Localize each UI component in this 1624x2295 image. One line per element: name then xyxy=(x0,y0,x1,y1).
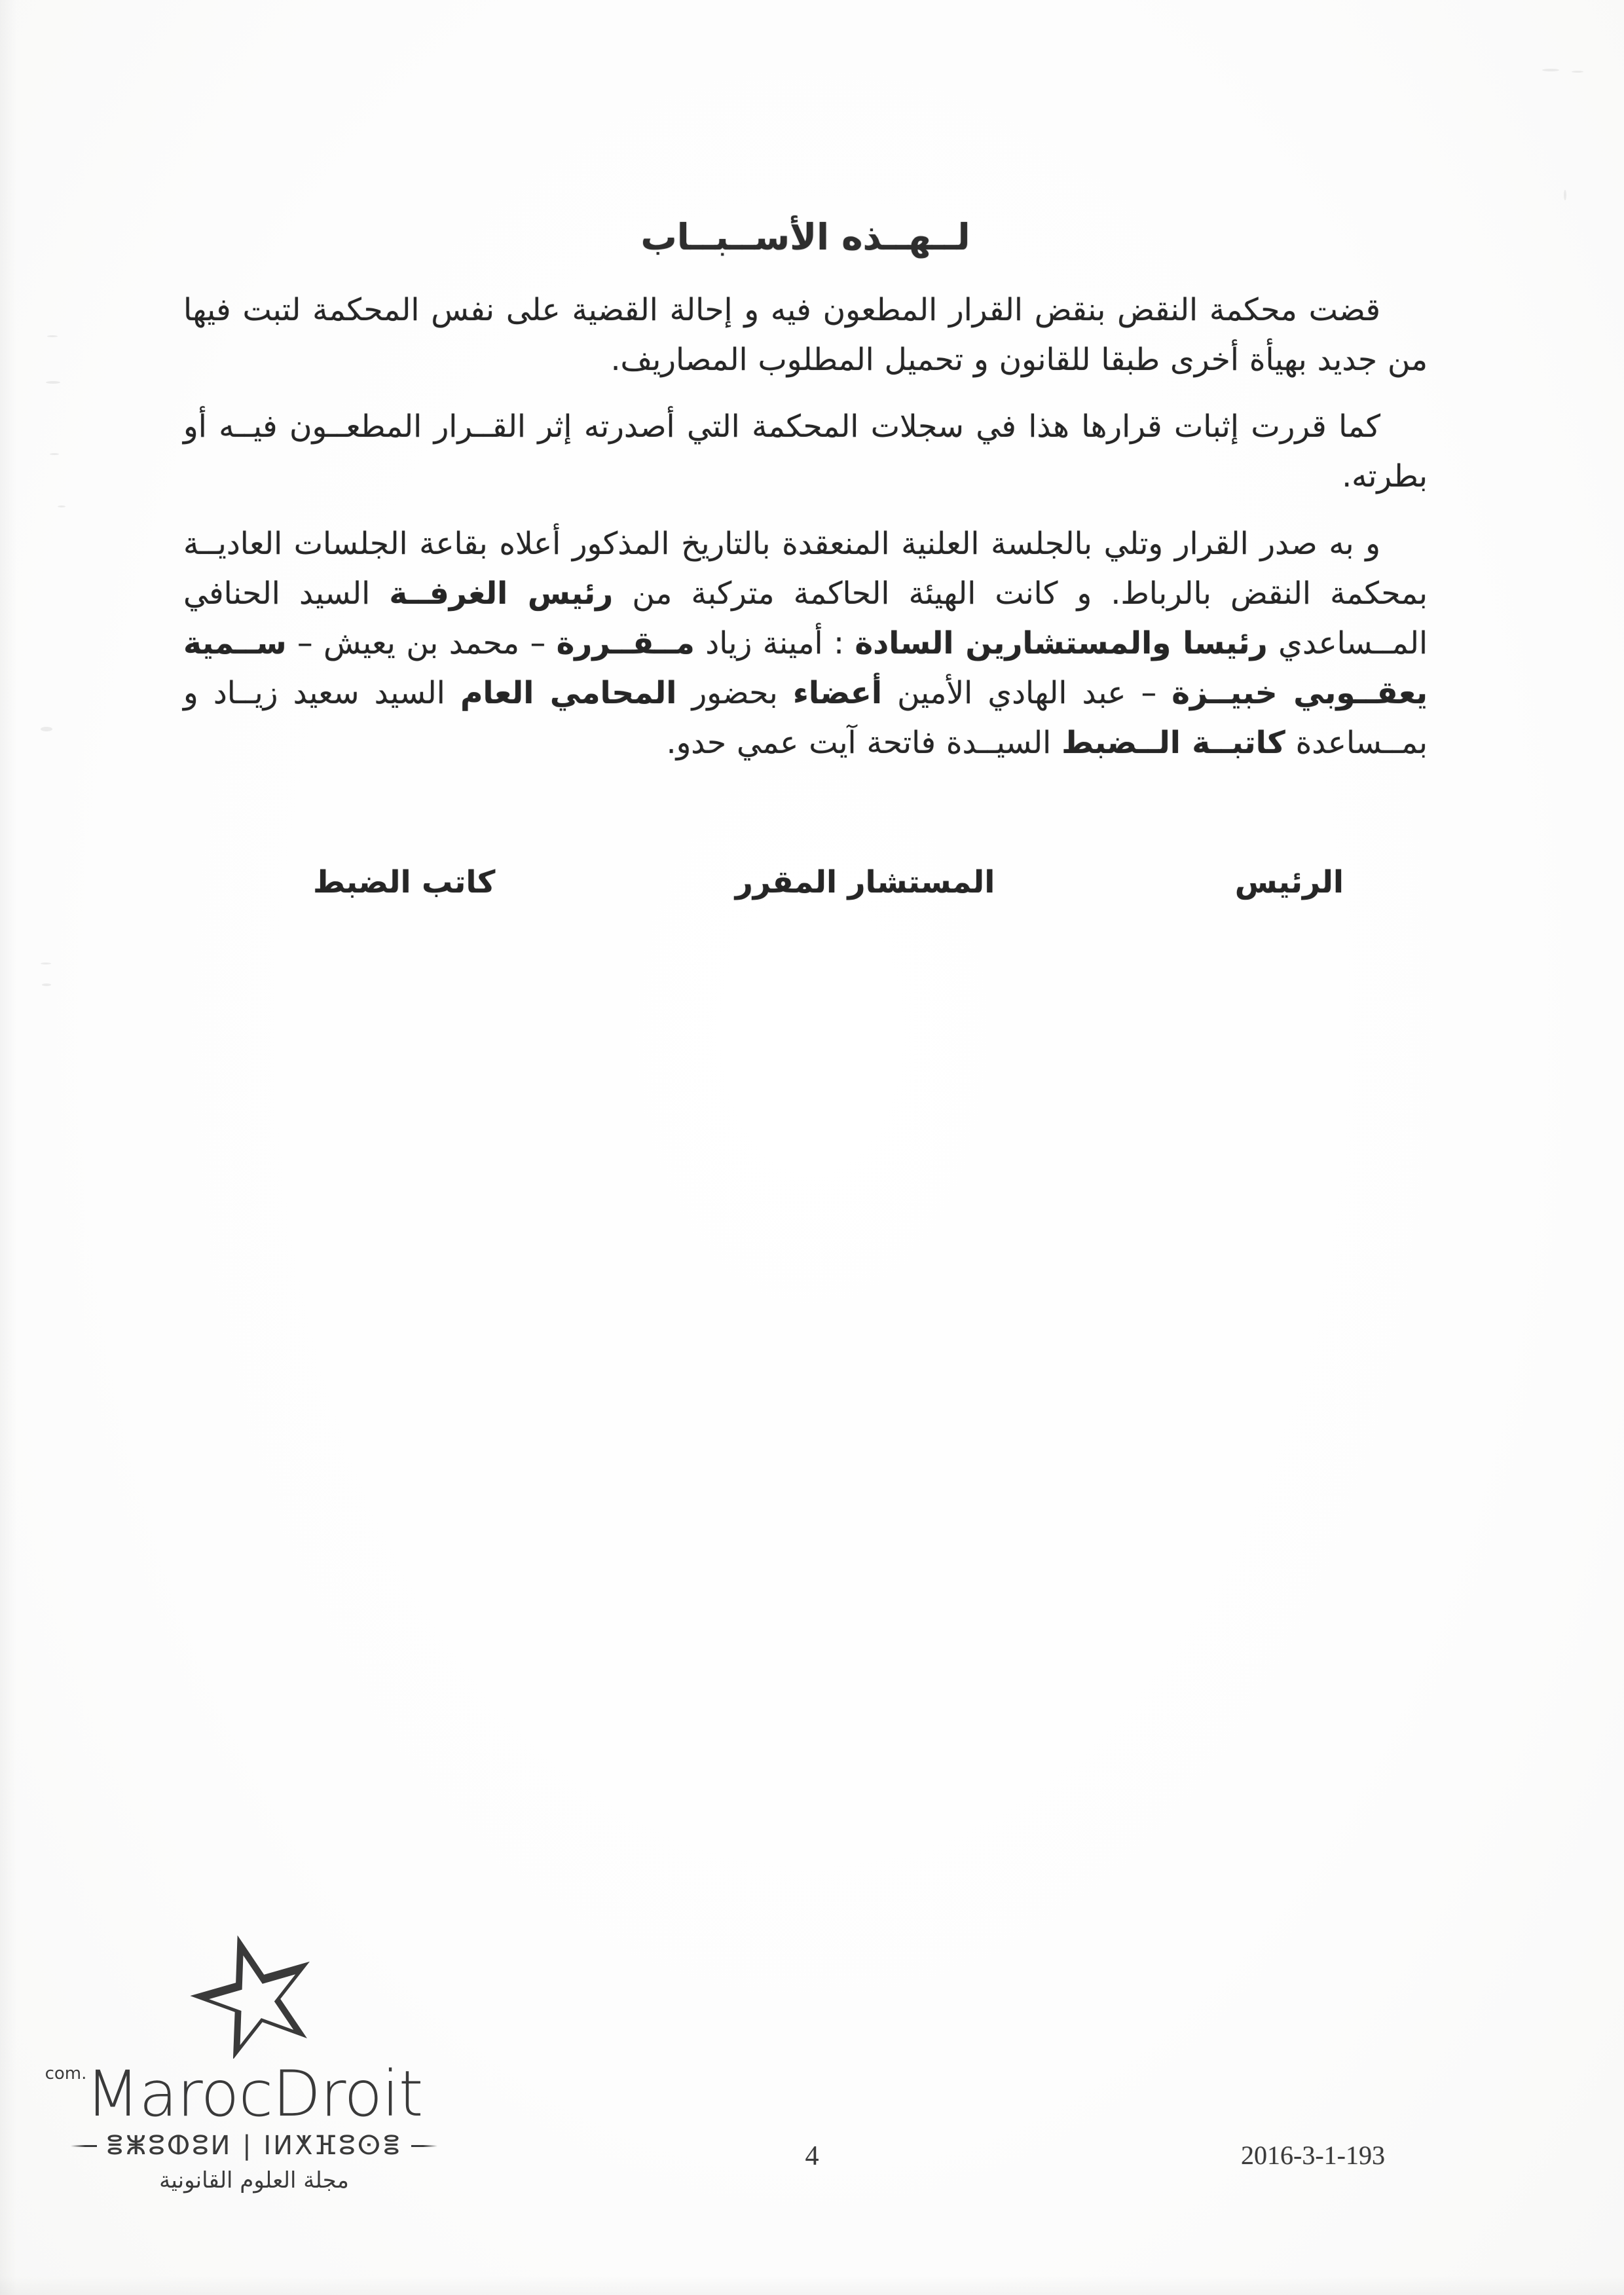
logo-tifinagh-text: ⴻⵥⵓⵀⵓⵍ | ⵏⵍⵅⴼⵓⵙⴻ xyxy=(105,2131,403,2161)
scan-speck xyxy=(58,505,65,507)
paragraph-registration xyxy=(183,402,1428,502)
paragraph-run: قضت محكمة النقض بنقض القرار المطعون فيه و إحالة القضية على نفس المحكمة لتبت فيها من جديد بهيأة أخرى طبقا للقانون و تحميل المطلوب المصاريف. xyxy=(183,292,1428,378)
moroccan-pentagram-star-icon xyxy=(189,1928,320,2059)
paragraph-bench-composition xyxy=(183,519,1428,769)
paragraph-run-bold: كاتبــة الــضبط xyxy=(1061,725,1285,761)
scan-speck xyxy=(42,983,51,986)
paragraph-run-bold: ســمية يعقــوبي خبيــزة xyxy=(183,625,1428,711)
page-number: 4 xyxy=(805,2141,819,2171)
scan-speck xyxy=(47,335,58,337)
logo-wordmark xyxy=(45,2057,423,2131)
paragraph-run: بحضور xyxy=(676,674,793,711)
paragraph-run-bold: أعضاء xyxy=(792,674,883,711)
document-body xyxy=(183,216,1428,781)
paragraph-ruling xyxy=(183,285,1428,385)
scan-edge-shadow-bottom xyxy=(0,2275,1624,2295)
paragraph-run-bold: رئيسا والمستشارين السادة xyxy=(855,625,1268,661)
paragraph-run: : أمينة زياد xyxy=(694,625,855,661)
signature-clerk: كاتب الضبط xyxy=(313,864,496,900)
paragraph-run: – محمد بن يعيش – xyxy=(286,625,557,661)
scan-speck xyxy=(41,727,52,731)
scan-speck xyxy=(46,381,60,384)
page-title: لــهــذه الأســبــاب xyxy=(640,216,970,258)
scan-speck xyxy=(41,963,51,964)
logo-wordmark-text: MarocDroit xyxy=(85,2057,423,2131)
paragraph-run: كما قررت إثبات قرارها هذا في سجلات المحكمة التي أصدرته إثر القــرار المطعــون فيــه أو بطرته. xyxy=(183,409,1428,495)
paragraph-run: – عبد الهادي الأمين xyxy=(882,674,1172,711)
scan-speck xyxy=(50,453,59,455)
logo-tld: .com xyxy=(45,2064,87,2084)
signature-row xyxy=(183,864,1428,900)
paragraph-run: السيد سعيد زيــاد و بمــساعدة xyxy=(183,674,1428,761)
scan-speck xyxy=(1572,71,1583,73)
scan-speck xyxy=(1542,69,1559,71)
paragraph-run-bold: رئيس الغرفــة xyxy=(389,575,614,612)
paragraph-run-bold: مــقــررة xyxy=(556,625,695,661)
paragraph-run: السيد الحنافي المــساعدي xyxy=(183,575,1428,661)
signature-president: الرئيس xyxy=(1234,864,1344,900)
logo-subtitle: مجلة العلوم القانونية xyxy=(159,2167,349,2194)
paragraph-run: السيــدة فاتحة آيت عمي حدو. xyxy=(666,725,1062,761)
scan-edge-shadow-left xyxy=(0,0,17,2295)
paragraph-run: و به صدر القرار وتلي بالجلسة العلنية المنعقدة بالتاريخ المذكور أعلاه بقاعة الجلسات العاديــة بمحكمة النقض بالرباط. و كانت الهيئة الحاكمة متركبة من xyxy=(183,525,1428,612)
document-reference: 2016-3-1-193 xyxy=(1241,2140,1385,2170)
paragraph-run-bold: المحامي العام xyxy=(460,674,677,711)
signature-reporting-counselor: المستشار المقرر xyxy=(735,864,995,900)
scan-speck xyxy=(1564,190,1566,200)
